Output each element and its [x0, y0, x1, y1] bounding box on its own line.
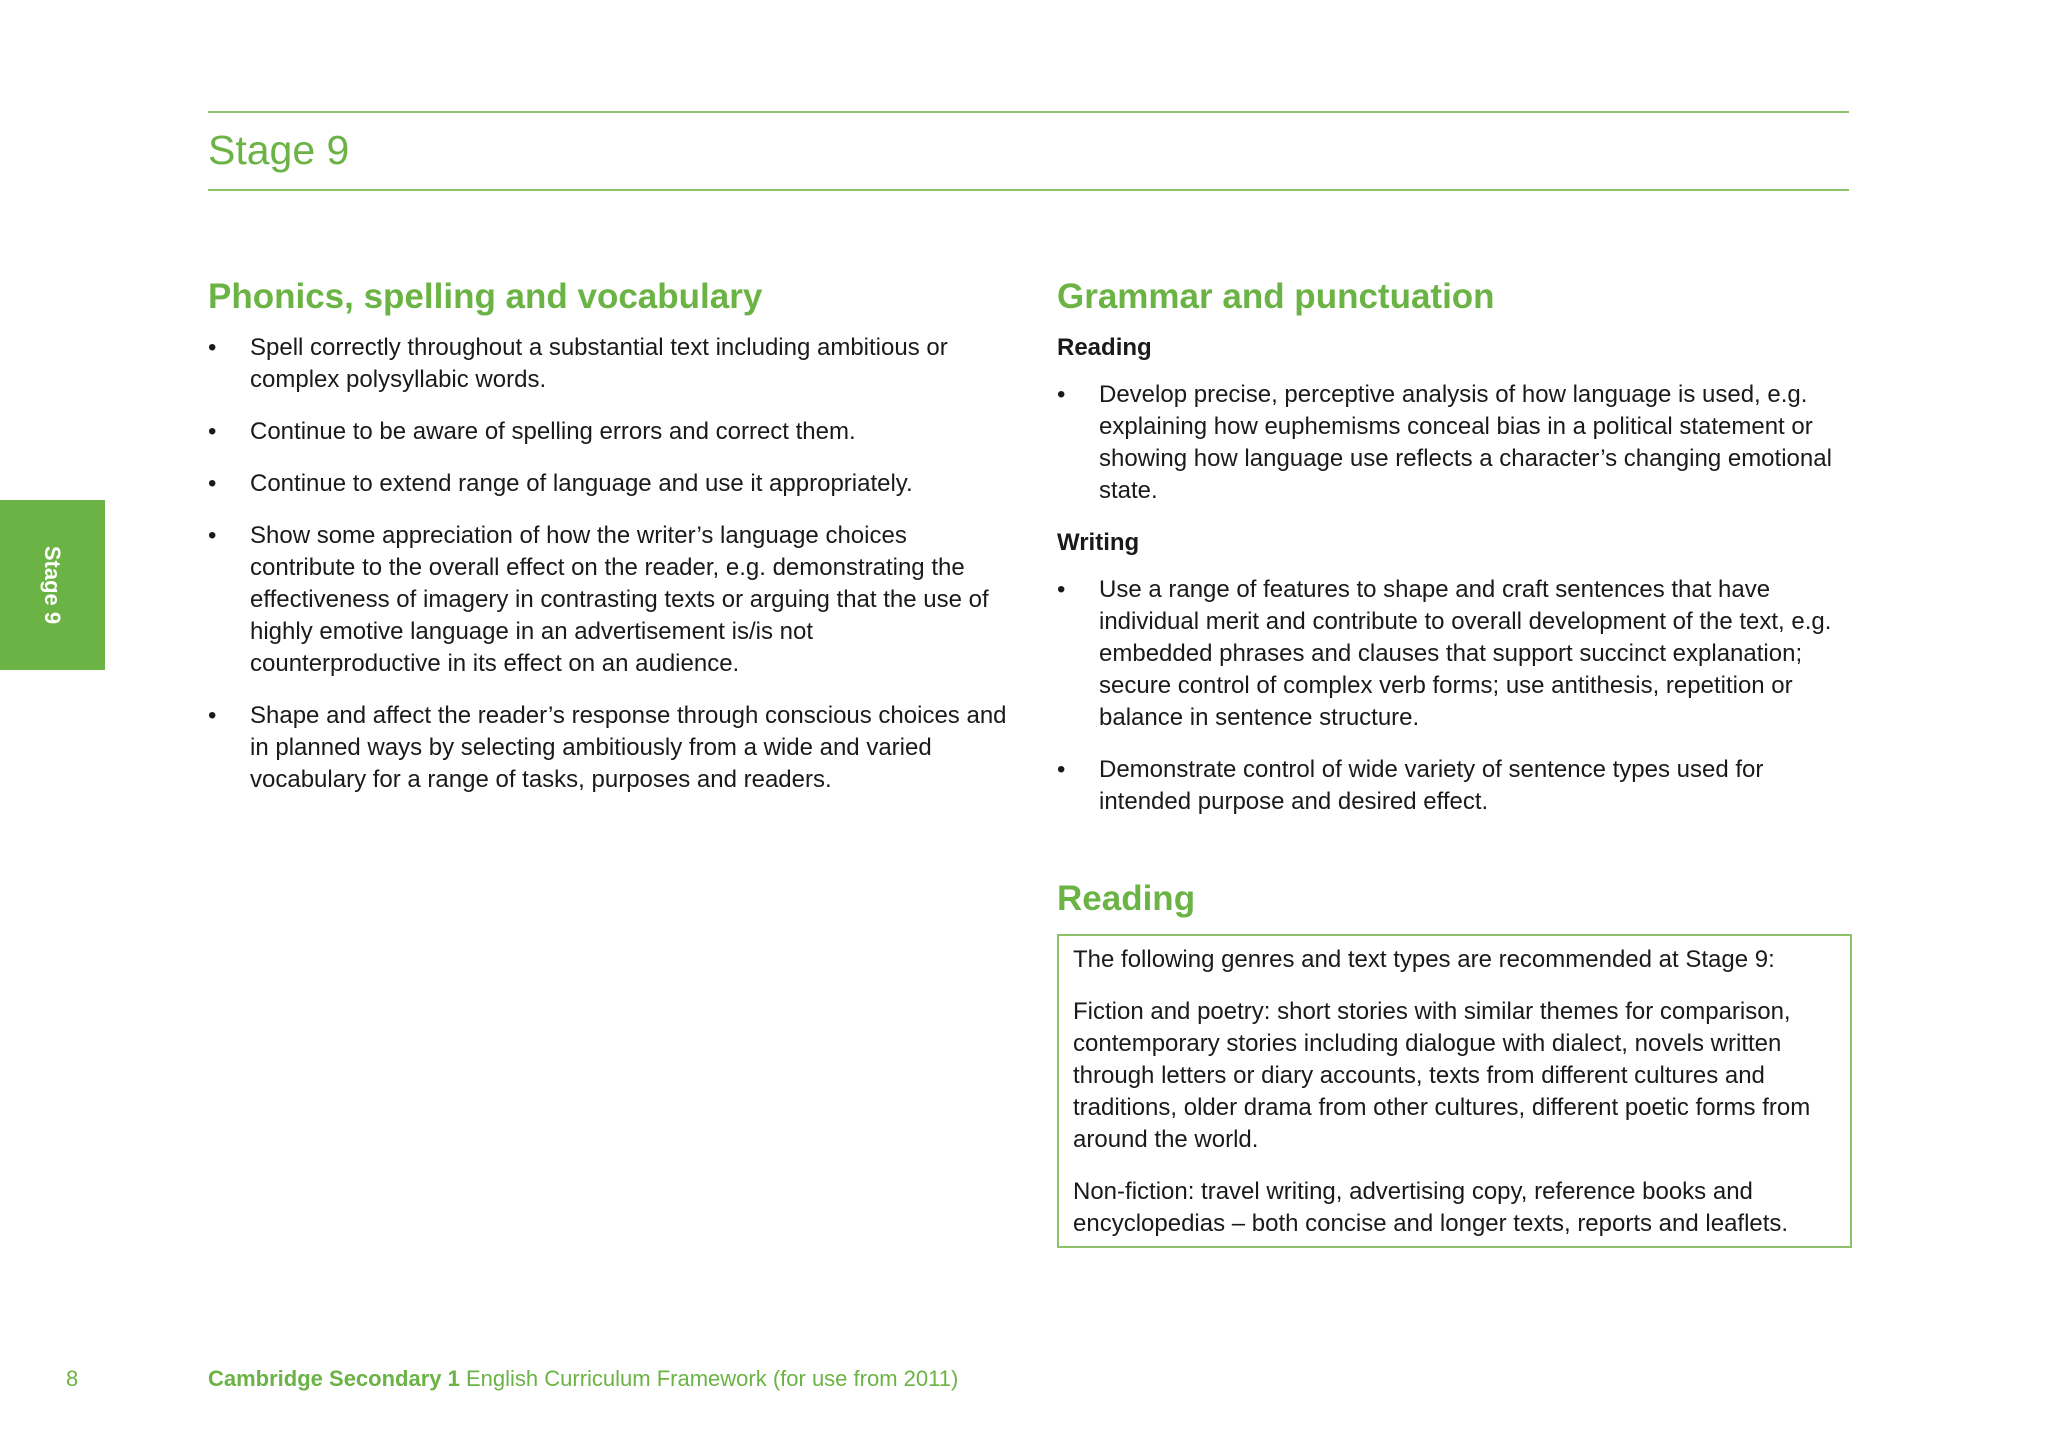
- grammar-writing-list: [1057, 574, 1852, 818]
- list-item: • Continue to be aware of spelling errors and correct them.: [208, 416, 1008, 448]
- right-column: [1057, 276, 1852, 1248]
- list-item: • Demonstrate control of wide variety of sentence types used for intended purpose and desired effect.: [1057, 754, 1852, 818]
- footer-series: Cambridge Secondary 1: [208, 1366, 460, 1391]
- left-column: [208, 276, 1008, 816]
- grammar-reading-list: [1057, 379, 1852, 507]
- list-item: • Shape and affect the reader’s response through conscious choices and in planned ways by selecting ambitiously from a wide and varied vocabulary for a range of tasks, purposes and readers.: [208, 700, 1008, 796]
- reading-heading: Reading: [1057, 879, 1196, 919]
- grammar-heading: Grammar and punctuation: [1057, 277, 1495, 316]
- page-number: 8: [66, 1366, 79, 1391]
- phonics-heading: Phonics, spelling and vocabulary: [208, 277, 763, 316]
- section-spacer: [1057, 838, 1852, 878]
- box-nonfiction: Non-fiction: travel writing, advertising copy, reference books and encyclopedias – both concise and longer texts, reports and leaflets.: [1073, 1178, 1789, 1238]
- footer: [208, 1366, 958, 1392]
- list-item: • Use a range of features to shape and craft sentences that have individual merit and contribute to overall development of the text, e.g. embedded phrases and clauses that support succinct explanation; secure control of complex verb forms; use antithesis, repetition or balance in sentence structure.: [1057, 574, 1852, 734]
- list-item: • Develop precise, perceptive analysis of how language is used, e.g. explaining how euphemisms conceal bias in a political statement or showing how language use reflects a character’s changing emotional state.: [1057, 379, 1852, 507]
- phonics-list: [208, 332, 1008, 796]
- page-title: Stage 9: [208, 127, 350, 173]
- box-intro: The following genres and text types are recommended at Stage 9:: [1073, 946, 1775, 974]
- grammar-reading-subheading: Reading: [1057, 334, 1152, 361]
- footer-title: English Curriculum Framework (for use from 2011): [459, 1366, 959, 1391]
- stage-side-tab-label: Stage 9: [40, 545, 65, 625]
- grammar-writing-subheading: Writing: [1057, 529, 1140, 557]
- list-item: • Continue to extend range of language and use it appropriately.: [208, 468, 1008, 500]
- stage-side-tab: [0, 500, 105, 670]
- recommended-texts-box: [1057, 934, 1852, 1248]
- list-item: • Spell correctly throughout a substantial text including ambitious or complex polysyllabic words.: [208, 332, 1008, 396]
- list-item: • Show some appreciation of how the writer’s language choices contribute to the overall effect on the reader, e.g. demonstrating the effectiveness of imagery in contrasting texts or arguing that the use of highly emotive language in an advertisement is/is not counterproductive in its effect on an audience.: [208, 520, 1008, 680]
- box-fiction: Fiction and poetry: short stories with similar themes for comparison, contemporary stories including dialogue with dialect, novels written through letters or diary accounts, texts from different cultures and traditions, older drama from other cultures, different poetic forms from around the world.: [1073, 998, 1811, 1154]
- header-top-rule: [208, 111, 1849, 113]
- header-bottom-rule: [208, 189, 1849, 191]
